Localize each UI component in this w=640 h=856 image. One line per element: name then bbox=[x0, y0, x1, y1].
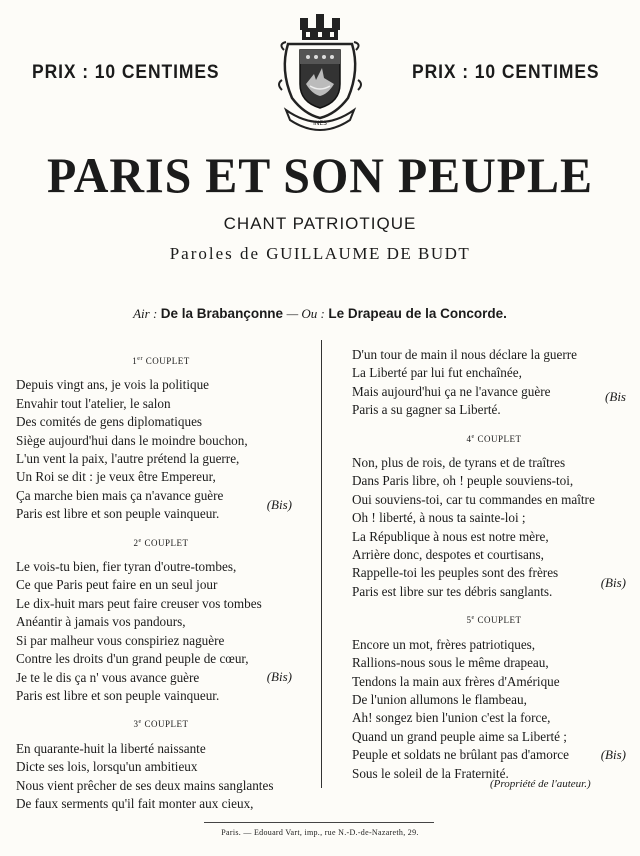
column-divider bbox=[321, 340, 322, 788]
verse-line: Peuple et soldats ne brûlant pas d'amorce bbox=[352, 747, 569, 763]
couplet-2 bbox=[16, 558, 306, 705]
property-note: (Propriété de l'auteur.) bbox=[490, 778, 591, 790]
verse-line: De l'union allumons le flambeau, bbox=[352, 691, 527, 707]
verse-line: Ah! songez bien l'union c'est la force, bbox=[352, 710, 551, 726]
couplet-heading: 4e COUPLET bbox=[466, 433, 522, 444]
air-tune-1: De la Brabançonne bbox=[160, 306, 284, 321]
verse-line: Ce que Paris peut faire en un seul jour bbox=[16, 577, 218, 593]
svg-text:INES: INES bbox=[313, 120, 327, 127]
verse-line: Si par malheur vous conspiriez naguère bbox=[16, 632, 225, 648]
air-separator: — Ou : bbox=[286, 306, 325, 321]
bis-marker: (Bis) bbox=[266, 669, 292, 685]
couplet-5 bbox=[352, 636, 636, 783]
verse-line: Mais aujourd'hui ça ne l'avance guère bbox=[352, 383, 551, 399]
verse-line: Des comités de gens diplomatiques bbox=[16, 414, 203, 430]
verse-line: Tendons la main aux frères d'Amérique bbox=[352, 673, 560, 689]
verse-line: Le vois-tu bien, fier tyran d'outre-tombes, bbox=[16, 559, 237, 575]
verse-line: Paris a su gagner sa Liberté. bbox=[352, 402, 501, 418]
verse-line: Rappelle-toi les peuples sont des frères bbox=[352, 565, 559, 581]
verse-line: Dans Paris libre, oh ! peuple souviens-toi, bbox=[352, 473, 574, 489]
verse-line: Dicte ses lois, lorsqu'un ambitieux bbox=[16, 759, 198, 775]
verse-line: Depuis vingt ans, je vois la politique bbox=[16, 377, 210, 393]
verse-line: Oh ! liberté, à nous ta sainte-loi ; bbox=[352, 510, 526, 526]
verse-line: Non, plus de rois, de tyrans et de traîtres bbox=[352, 455, 566, 471]
verse-line: Sous le soleil de la Fraternité. bbox=[352, 765, 509, 781]
air-prefix: Air : bbox=[133, 306, 158, 321]
paris-coat-of-arms-icon bbox=[278, 10, 362, 136]
verse-line: Contre les droits d'un grand peuple de cœur, bbox=[16, 651, 249, 667]
bis-marker: (Bis bbox=[605, 389, 626, 404]
price-left: PRIX : 10 CENTIMES bbox=[32, 62, 220, 83]
author-prefix: Paroles de bbox=[169, 244, 261, 263]
bis-marker: (Bis) bbox=[266, 497, 292, 513]
verse-line: Rallions-nous sous le même drapeau, bbox=[352, 655, 549, 671]
couplet-heading: 1er COUPLET bbox=[132, 356, 190, 366]
verse-line: Encore un mot, frères patriotiques, bbox=[352, 636, 536, 652]
right-column bbox=[352, 346, 636, 791]
couplet-heading: 2e COUPLET bbox=[133, 537, 189, 548]
verse-line: Paris est libre et son peuple vainqueur. bbox=[16, 687, 220, 703]
printer-imprint: Paris. — Edouard Vart, imp., rue N.-D.-de-Nazareth, 29. bbox=[221, 828, 419, 837]
verse-line: Nous vient prêcher de ses deux mains sanglantes bbox=[16, 777, 274, 793]
verse-line: De faux serments qu'il fait monter aux cieux, bbox=[16, 795, 254, 811]
page-title: PARIS ET SON PEUPLE bbox=[47, 147, 593, 203]
price-right: PRIX : 10 CENTIMES bbox=[412, 62, 600, 83]
author-line bbox=[0, 244, 640, 264]
verse-line: Quand un grand peuple aime sa Liberté ; bbox=[352, 728, 567, 744]
verse-line: Ça marche bien mais ça n'avance guère bbox=[16, 487, 224, 503]
subtitle: CHANT PATRIOTIQUE bbox=[223, 214, 417, 233]
left-column bbox=[16, 346, 306, 821]
verse-line: Je te le dis ça n' vous avance guère bbox=[16, 669, 200, 685]
verse-line: Siège aujourd'hui dans le moindre bouchon, bbox=[16, 432, 248, 448]
air-tune-2: Le Drapeau de la Concorde. bbox=[328, 306, 507, 321]
bis-marker: (Bis) bbox=[600, 746, 626, 762]
couplet-3-start bbox=[16, 740, 306, 814]
verse-line: La Liberté par lui fut enchaînée, bbox=[352, 365, 522, 381]
verse-line: Anéantir à jamais vos pandours, bbox=[16, 614, 186, 630]
verse-line: La République à nous est notre mère, bbox=[352, 528, 549, 544]
couplet-heading: 3e COUPLET bbox=[133, 719, 189, 730]
couplet-3-continued bbox=[352, 346, 636, 420]
verse-line: En quarante-huit la liberté naissante bbox=[16, 740, 206, 756]
verse-line: Envahir tout l'atelier, le salon bbox=[16, 395, 171, 411]
verse-line: L'un vent la paix, l'autre prétend la guerre, bbox=[16, 451, 240, 467]
verse-line: Paris est libre et son peuple vainqueur. bbox=[16, 506, 220, 522]
couplet-4 bbox=[352, 454, 636, 601]
couplet-1 bbox=[16, 376, 306, 523]
couplet-heading: 5e COUPLET bbox=[466, 615, 522, 626]
verse-line: Oui souviens-toi, car tu commandes en maître bbox=[352, 491, 595, 507]
air-line bbox=[0, 306, 640, 323]
verse-line: D'un tour de main il nous déclare la guerre bbox=[352, 347, 578, 362]
verse-line: Arrière donc, despotes et courtisans, bbox=[352, 547, 544, 563]
bis-marker: (Bis) bbox=[600, 575, 626, 591]
verse-line: Paris est libre sur tes débris sanglants. bbox=[352, 583, 553, 599]
author-name: GUILLAUME DE BUDT bbox=[266, 244, 471, 263]
footer-rule bbox=[204, 822, 434, 823]
verse-line: Le dix-huit mars peut faire creuser vos tombes bbox=[16, 595, 262, 611]
verse-line: Un Roi se dit : je veux être Empereur, bbox=[16, 469, 216, 485]
